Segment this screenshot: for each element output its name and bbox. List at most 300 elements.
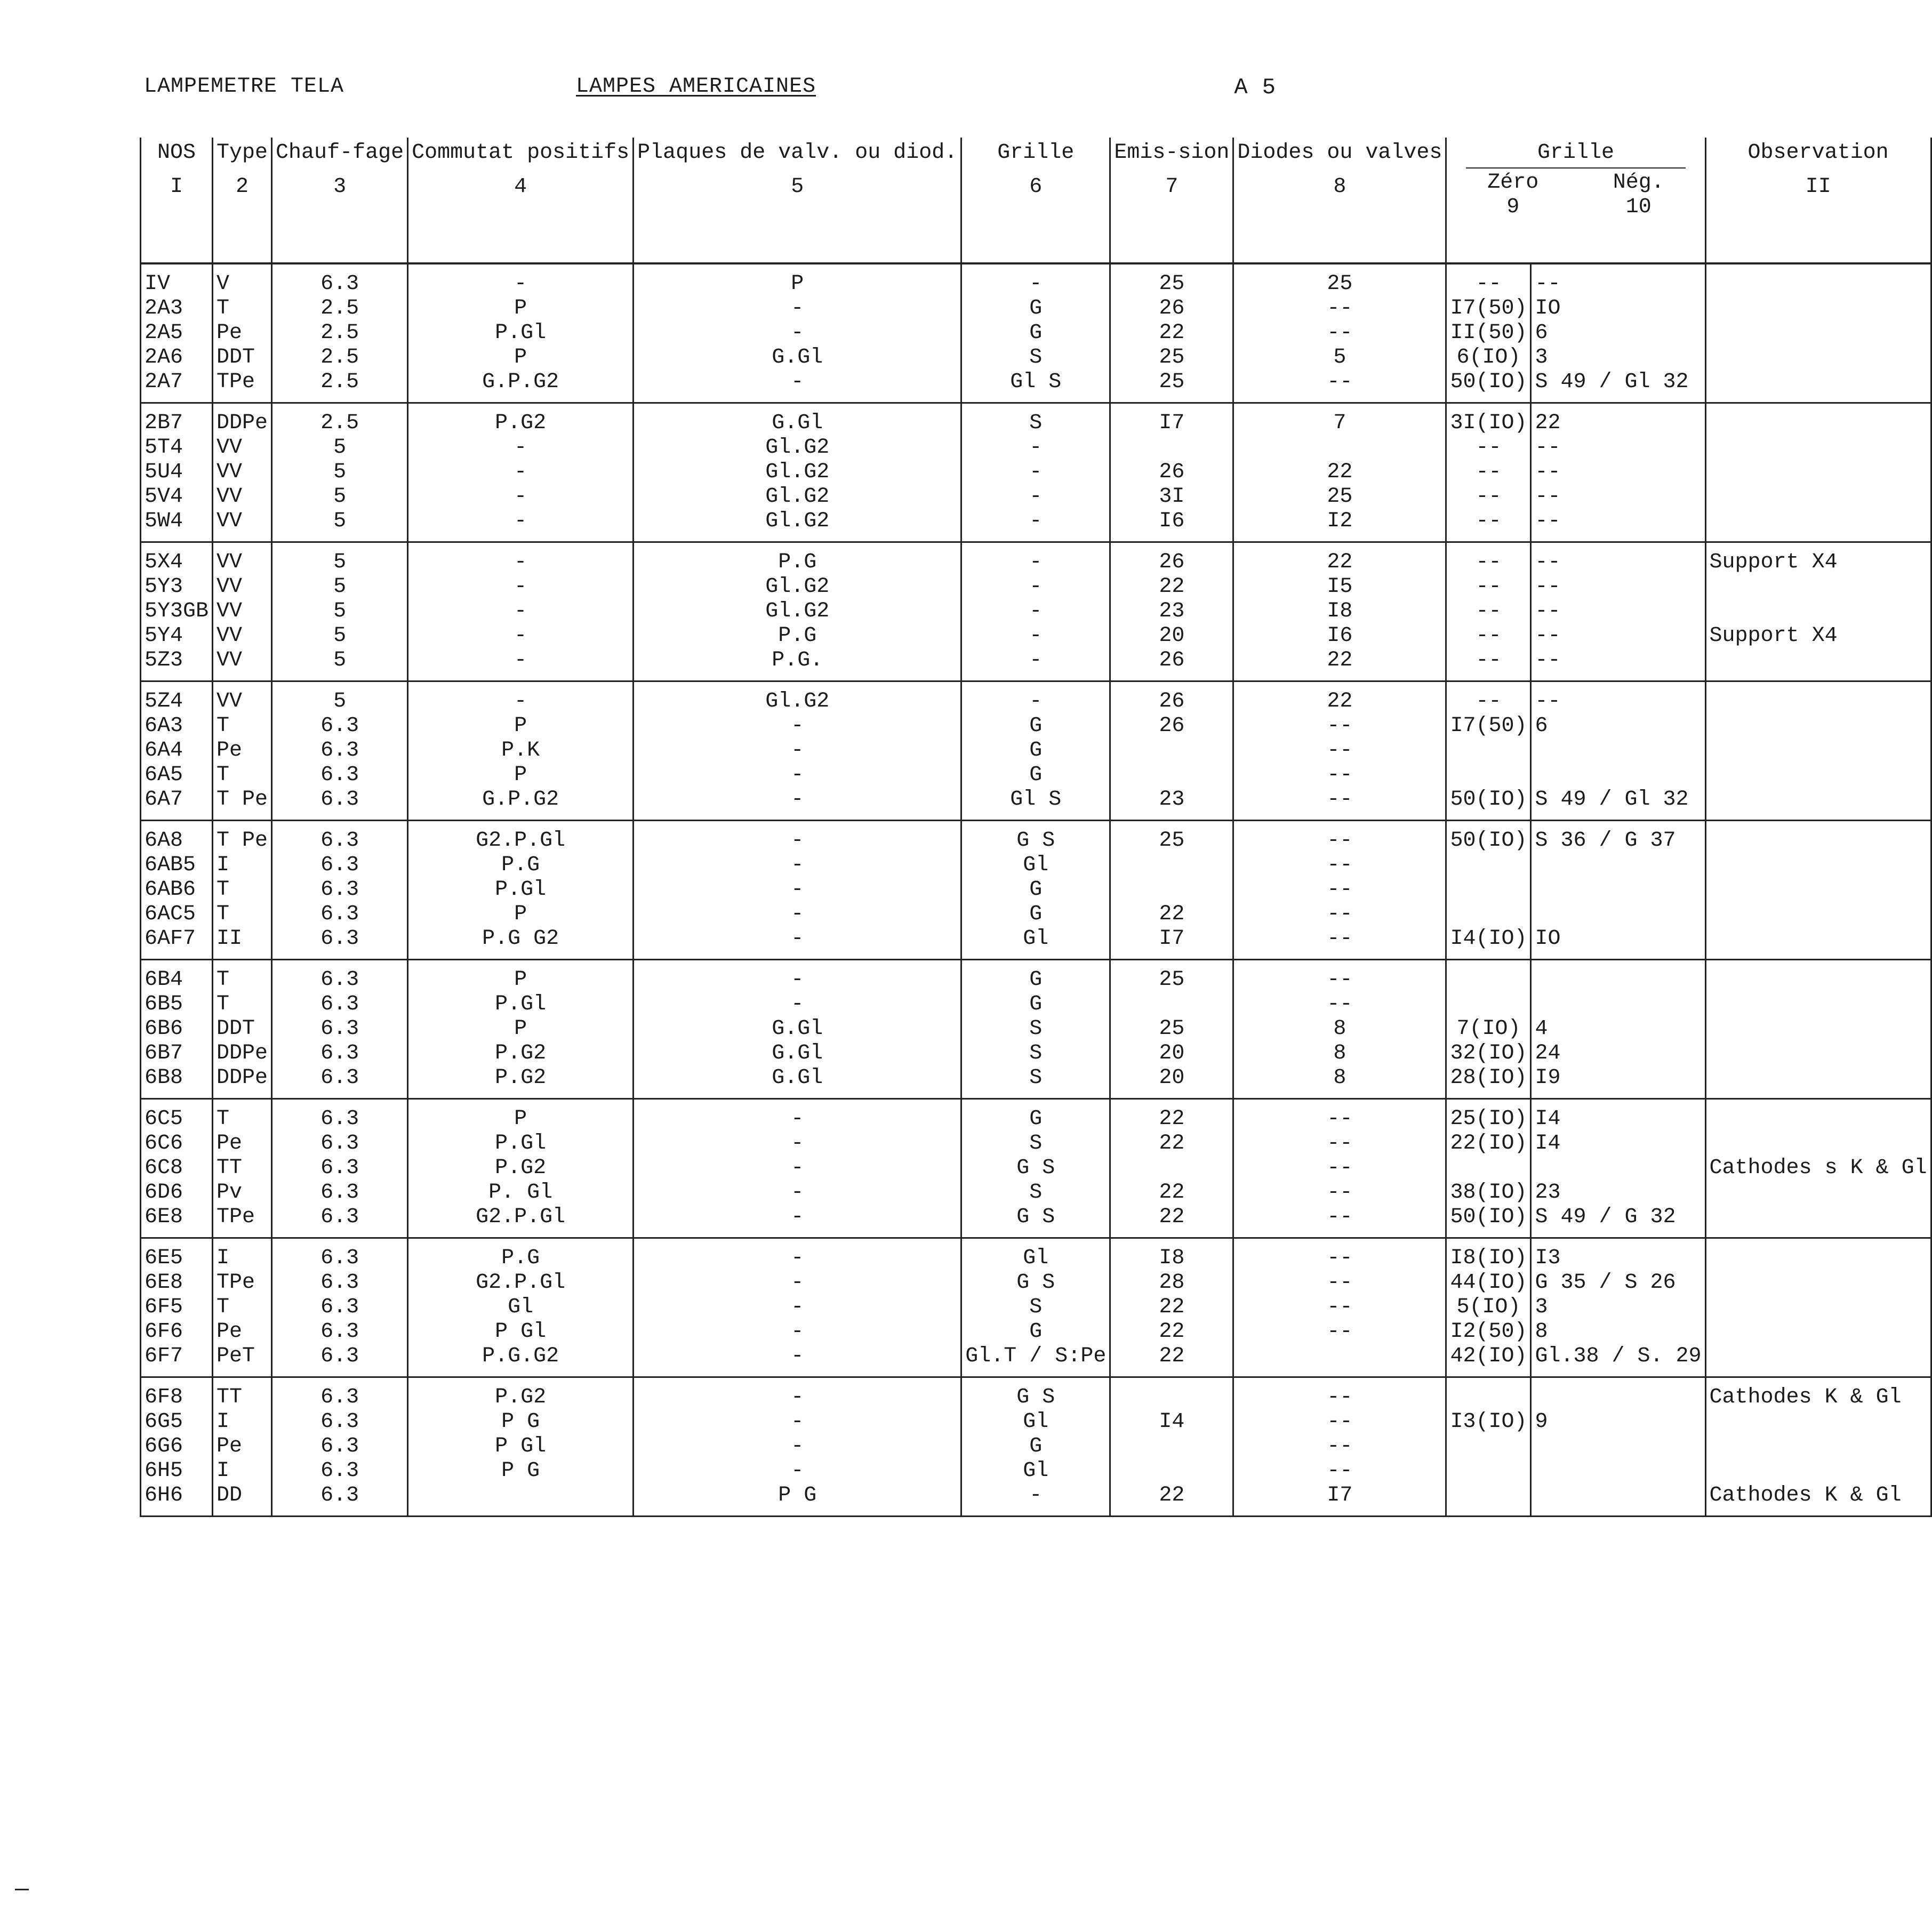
grille-zero: -- xyxy=(1476,624,1502,648)
grille-zero: 5(IO) xyxy=(1456,1295,1521,1319)
grid: G xyxy=(1029,968,1043,992)
tube-type-cell xyxy=(213,542,272,681)
grille-zero: 25(IO) xyxy=(1450,1107,1527,1131)
switches: - xyxy=(514,272,527,296)
tube-type: VV xyxy=(217,436,243,460)
grid-cell xyxy=(961,542,1110,681)
heating-voltage: 2.5 xyxy=(320,321,359,345)
plates: Gl.G2 xyxy=(765,689,830,713)
observation: Cathodes K & Gl xyxy=(1709,1483,1902,1507)
grille-negative: S 49 / Gl 32 xyxy=(1535,370,1689,394)
observation xyxy=(1710,1295,1927,1320)
grille-zero: 6(IO) xyxy=(1456,346,1521,370)
observation xyxy=(1710,1459,1927,1483)
switches: - xyxy=(514,550,527,574)
tube-number: 6B8 xyxy=(145,1066,183,1090)
grille-negative: -- xyxy=(1535,624,1561,648)
page-title: LAMPES AMERICAINES xyxy=(576,75,816,99)
heating-voltage: 6.3 xyxy=(320,1041,359,1065)
tube-number: 6AB6 xyxy=(145,878,196,902)
grid: G S xyxy=(1016,1156,1055,1180)
emission: I4 xyxy=(1159,1410,1185,1434)
heating-voltage: 6.3 xyxy=(320,902,359,926)
tube-type: T xyxy=(217,878,230,902)
emission-cell xyxy=(1110,542,1233,681)
grille-negative: 23 xyxy=(1535,1181,1561,1205)
grille-negative: -- xyxy=(1535,550,1561,574)
heating-voltage: 2.5 xyxy=(320,411,359,435)
plates: G.Gl xyxy=(772,411,823,435)
grille-negative xyxy=(1535,1385,1701,1410)
grid: - xyxy=(1029,485,1043,509)
grille-zero xyxy=(1450,968,1527,992)
plates: P.G xyxy=(778,550,817,574)
grille-negative: I4 xyxy=(1535,1107,1561,1131)
tube-type: II xyxy=(217,927,243,951)
observation xyxy=(1710,1410,1927,1434)
plates: - xyxy=(791,968,804,992)
switches: P.G.G2 xyxy=(482,1344,559,1368)
plates-cell xyxy=(634,681,961,821)
plates: - xyxy=(791,1205,804,1229)
grille-negative: -- xyxy=(1535,509,1561,533)
tube-number-cell xyxy=(141,821,213,960)
grid: G xyxy=(1029,1320,1043,1344)
tube-number: 6A8 xyxy=(145,829,183,853)
switches: P.G2 xyxy=(495,1156,547,1180)
emission-cell xyxy=(1110,1377,1233,1517)
plates: Gl.G2 xyxy=(765,509,830,533)
emission: 25 xyxy=(1159,1017,1185,1041)
grid: S xyxy=(1029,411,1043,435)
grille-zero-cell xyxy=(1446,1238,1531,1377)
diodes: -- xyxy=(1327,1271,1353,1295)
col-header-zero: Zéro 9 xyxy=(1487,171,1539,219)
grid: S xyxy=(1029,1295,1043,1319)
grid: - xyxy=(1029,624,1043,648)
grille-zero-cell xyxy=(1446,681,1531,821)
heating-voltage: 6.3 xyxy=(320,1459,359,1483)
heating-voltage: 6.3 xyxy=(320,1344,359,1368)
plates: P.G xyxy=(778,624,817,648)
diodes: 22 xyxy=(1327,460,1353,484)
plates: - xyxy=(791,1107,804,1131)
switches: - xyxy=(514,575,527,599)
grid: G xyxy=(1029,763,1043,787)
grille-zero: -- xyxy=(1476,575,1502,599)
observation xyxy=(1710,1041,1927,1066)
observation xyxy=(1710,1320,1927,1344)
grille-zero-cell xyxy=(1446,1099,1531,1238)
diodes-cell xyxy=(1233,1099,1446,1238)
grille-negative xyxy=(1535,1459,1701,1483)
emission: 22 xyxy=(1159,1132,1185,1156)
tube-number: 6AC5 xyxy=(145,902,196,926)
grille-zero: -- xyxy=(1476,460,1502,484)
plates: - xyxy=(791,878,804,902)
observation xyxy=(1710,689,1927,714)
grille-negative xyxy=(1535,1156,1701,1181)
tube-number: 6E8 xyxy=(145,1271,183,1295)
grille-negative: -- xyxy=(1535,599,1561,623)
heating-voltage: 6.3 xyxy=(320,714,359,738)
emission: 20 xyxy=(1159,1066,1185,1090)
emission: 22 xyxy=(1159,575,1185,599)
plates: Gl.G2 xyxy=(765,436,830,460)
grille-zero: 50(IO) xyxy=(1450,829,1527,853)
tube-number-cell xyxy=(141,1377,213,1517)
observation xyxy=(1710,346,1927,370)
grille-zero-cell xyxy=(1446,1377,1531,1517)
tube-number: 6AF7 xyxy=(145,927,196,951)
grille-zero: 3I(IO) xyxy=(1450,411,1527,435)
diodes: -- xyxy=(1327,1246,1353,1270)
tube-type-cell xyxy=(213,821,272,960)
observation-cell xyxy=(1705,1377,1931,1517)
grille-zero: -- xyxy=(1476,689,1502,713)
heating-voltage-cell xyxy=(272,960,408,1099)
grille-zero: 50(IO) xyxy=(1450,1205,1527,1229)
grille-negative xyxy=(1535,878,1701,902)
tube-type: I xyxy=(217,1410,230,1434)
heating-voltage: 5 xyxy=(333,575,347,599)
grille-negative xyxy=(1535,902,1701,927)
switches: P.Gl xyxy=(495,992,547,1016)
emission: 22 xyxy=(1159,1295,1185,1319)
tube-number: 6B6 xyxy=(145,1017,183,1041)
grille-zero xyxy=(1450,1434,1527,1459)
observation xyxy=(1710,968,1927,992)
switches: - xyxy=(514,624,527,648)
table-group xyxy=(141,681,1931,821)
switches: P.Gl xyxy=(495,321,547,345)
switches: - xyxy=(514,460,527,484)
grille-negative-cell xyxy=(1531,1238,1705,1377)
tube-type: PeT xyxy=(217,1344,255,1368)
switches: G2.P.Gl xyxy=(476,1271,566,1295)
switches xyxy=(412,1483,629,1508)
grille-negative: 3 xyxy=(1535,1295,1548,1319)
heating-voltage: 5 xyxy=(333,648,347,672)
tube-type: V xyxy=(217,272,230,296)
heating-voltage: 6.3 xyxy=(320,927,359,951)
heating-voltage: 6.3 xyxy=(320,1385,359,1409)
tube-type: VV xyxy=(217,509,243,533)
grid: Gl S xyxy=(1010,788,1062,812)
diodes: -- xyxy=(1327,829,1353,853)
tube-type: VV xyxy=(217,689,243,713)
grille-negative: 6 xyxy=(1535,714,1548,738)
heating-voltage: 5 xyxy=(333,624,347,648)
switches-cell xyxy=(408,542,634,681)
grille-negative: S 36 / G 37 xyxy=(1535,829,1676,853)
grid-cell xyxy=(961,263,1110,403)
col-header-diodes: Diodes ou valves 8 xyxy=(1233,138,1446,263)
diodes: -- xyxy=(1327,1385,1353,1409)
switches: - xyxy=(514,436,527,460)
observation xyxy=(1710,1107,1927,1132)
tube-number: 6C8 xyxy=(145,1156,183,1180)
tube-number: 5Y4 xyxy=(145,624,183,648)
grille-zero: 22(IO) xyxy=(1450,1132,1527,1156)
grille-negative: 6 xyxy=(1535,321,1548,345)
switches: P.G2 xyxy=(495,1066,547,1090)
plates: P G xyxy=(778,1483,817,1507)
grille-negative: 4 xyxy=(1535,1017,1548,1041)
observation xyxy=(1710,902,1927,927)
tube-type-cell xyxy=(213,1238,272,1377)
emission: 25 xyxy=(1159,272,1185,296)
heating-voltage-cell xyxy=(272,263,408,403)
observation xyxy=(1710,1434,1927,1459)
plates: - xyxy=(791,992,804,1016)
heating-voltage: 2.5 xyxy=(320,296,359,320)
grid: G S xyxy=(1016,829,1055,853)
plates-cell xyxy=(634,960,961,1099)
diodes: -- xyxy=(1327,788,1353,812)
table-group xyxy=(141,821,1931,960)
diodes: -- xyxy=(1327,878,1353,902)
plates: - xyxy=(791,788,804,812)
grid: G xyxy=(1029,1107,1043,1131)
diodes: -- xyxy=(1327,1181,1353,1205)
diodes: 5 xyxy=(1333,346,1346,370)
grille-negative-cell xyxy=(1531,1377,1705,1517)
grille-zero: 28(IO) xyxy=(1450,1066,1527,1090)
switches: G2.P.Gl xyxy=(476,1205,566,1229)
grille-negative: 22 xyxy=(1535,411,1561,435)
emission: 26 xyxy=(1159,296,1185,320)
grid: S xyxy=(1029,1181,1043,1205)
grille-negative xyxy=(1535,1434,1701,1459)
grille-zero xyxy=(1450,902,1527,927)
grid: Gl xyxy=(1023,853,1049,877)
observation: Cathodes s K & Gl xyxy=(1709,1156,1927,1180)
diodes: -- xyxy=(1327,763,1353,787)
observation xyxy=(1710,436,1927,460)
switches: P xyxy=(514,763,527,787)
tube-type: DDT xyxy=(217,346,255,370)
emission: 25 xyxy=(1159,370,1185,394)
observation xyxy=(1710,1132,1927,1156)
grid: - xyxy=(1029,460,1043,484)
tube-number: 6B7 xyxy=(145,1041,183,1065)
emission: I7 xyxy=(1159,927,1185,951)
plates-cell xyxy=(634,542,961,681)
tube-number: 5U4 xyxy=(145,460,183,484)
tube-type-cell xyxy=(213,681,272,821)
diodes: -- xyxy=(1327,1156,1353,1180)
emission: 26 xyxy=(1159,689,1185,713)
grille-zero: 32(IO) xyxy=(1450,1041,1527,1065)
diodes: -- xyxy=(1327,321,1353,345)
emission: 28 xyxy=(1159,1271,1185,1295)
tube-type: TT xyxy=(217,1385,243,1409)
emission xyxy=(1114,1459,1229,1483)
plates: - xyxy=(791,853,804,877)
switches: P xyxy=(514,714,527,738)
tube-type: T Pe xyxy=(217,788,268,812)
grid-cell xyxy=(961,681,1110,821)
col-header-grille-group: Grille Zéro 9 Nég. 10 xyxy=(1446,138,1705,263)
emission-cell xyxy=(1110,1099,1233,1238)
observation xyxy=(1710,739,1927,763)
tube-number: 5V4 xyxy=(145,485,183,509)
grille-negative: G 35 / S 26 xyxy=(1535,1271,1676,1295)
tube-type: T xyxy=(217,296,230,320)
diodes: -- xyxy=(1327,1459,1353,1483)
tube-number: 6G5 xyxy=(145,1410,183,1434)
grid: S xyxy=(1029,1066,1043,1090)
switches: P.Gl xyxy=(495,878,547,902)
observation xyxy=(1710,272,1927,296)
observation: Support X4 xyxy=(1709,550,1838,574)
grid: Gl xyxy=(1023,1246,1049,1270)
heating-voltage: 6.3 xyxy=(320,1271,359,1295)
switches-cell xyxy=(408,263,634,403)
emission: 3I xyxy=(1159,485,1185,509)
tube-number: IV xyxy=(145,272,171,296)
plates: - xyxy=(791,1344,804,1368)
col-header-negative: Nég. 10 xyxy=(1613,171,1664,219)
tube-number: 6A3 xyxy=(145,714,183,738)
tube-number-cell xyxy=(141,681,213,821)
plates: - xyxy=(791,763,804,787)
observation xyxy=(1710,1181,1927,1205)
switches: P.G2 xyxy=(495,1385,547,1409)
grille-zero: -- xyxy=(1476,272,1502,296)
observation xyxy=(1710,788,1927,812)
emission xyxy=(1114,1385,1229,1410)
observation: Cathodes K & Gl xyxy=(1709,1385,1902,1409)
diodes: -- xyxy=(1327,296,1353,320)
grille-negative: 8 xyxy=(1535,1320,1548,1344)
grille-zero: II(50) xyxy=(1450,321,1527,345)
diodes: -- xyxy=(1327,1205,1353,1229)
tube-number: 5Z4 xyxy=(145,689,183,713)
emission: 26 xyxy=(1159,714,1185,738)
grille-negative: 24 xyxy=(1535,1041,1561,1065)
plates: G.Gl xyxy=(772,1066,823,1090)
heating-voltage: 6.3 xyxy=(320,1320,359,1344)
observation xyxy=(1710,853,1927,878)
observation xyxy=(1710,829,1927,853)
grille-zero: I3(IO) xyxy=(1450,1410,1527,1434)
grille-negative: -- xyxy=(1535,460,1561,484)
observation-cell xyxy=(1705,542,1931,681)
emission xyxy=(1114,763,1229,788)
observation-cell xyxy=(1705,960,1931,1099)
grid: G S xyxy=(1016,1205,1055,1229)
tube-number: 6F6 xyxy=(145,1320,183,1344)
grille-zero: 38(IO) xyxy=(1450,1181,1527,1205)
heating-voltage: 5 xyxy=(333,689,347,713)
grille-negative xyxy=(1535,739,1701,763)
grille-zero: 44(IO) xyxy=(1450,1271,1527,1295)
tube-type: VV xyxy=(217,550,243,574)
observation-cell xyxy=(1705,403,1931,542)
tube-type: TT xyxy=(217,1156,243,1180)
switches: P xyxy=(514,1107,527,1131)
tube-type: DDPe xyxy=(217,1066,268,1090)
observation xyxy=(1710,1271,1927,1295)
switches: P xyxy=(514,902,527,926)
switches: P. Gl xyxy=(488,1181,553,1205)
heating-voltage: 5 xyxy=(333,550,347,574)
observation xyxy=(1710,878,1927,902)
grid: Gl xyxy=(1023,927,1049,951)
diodes: -- xyxy=(1327,1320,1353,1344)
heating-voltage: 6.3 xyxy=(320,968,359,992)
switches: P.G xyxy=(501,853,540,877)
observation xyxy=(1710,763,1927,788)
diodes: 22 xyxy=(1327,648,1353,672)
grille-negative: -- xyxy=(1535,689,1561,713)
diodes: I5 xyxy=(1327,575,1353,599)
emission: 26 xyxy=(1159,550,1185,574)
grille-zero: -- xyxy=(1476,509,1502,533)
plates: - xyxy=(791,296,804,320)
emission xyxy=(1114,436,1229,460)
switches: G2.P.Gl xyxy=(476,829,566,853)
grille-zero: I8(IO) xyxy=(1450,1246,1527,1270)
switches: P Gl xyxy=(495,1434,547,1458)
heating-voltage: 5 xyxy=(333,485,347,509)
heating-voltage: 6.3 xyxy=(320,1246,359,1270)
tube-type: Pe xyxy=(217,1320,243,1344)
plates: - xyxy=(791,1385,804,1409)
diodes: 22 xyxy=(1327,689,1353,713)
diodes: -- xyxy=(1327,992,1353,1016)
switches: - xyxy=(514,689,527,713)
grille-zero xyxy=(1450,1385,1527,1410)
observation: Support X4 xyxy=(1709,624,1838,648)
col-header-emission: Emis-sion 7 xyxy=(1110,138,1233,263)
grid: G xyxy=(1029,321,1043,345)
grille-zero xyxy=(1450,1156,1527,1181)
emission: 22 xyxy=(1159,1320,1185,1344)
grid-cell xyxy=(961,1099,1110,1238)
grille-zero: I7(50) xyxy=(1450,714,1527,738)
grille-negative xyxy=(1535,1483,1701,1508)
tube-number: 2B7 xyxy=(145,411,183,435)
tube-number-cell xyxy=(141,960,213,1099)
emission-cell xyxy=(1110,960,1233,1099)
grille-negative: S 49 / Gl 32 xyxy=(1535,788,1689,812)
tube-number: 6E8 xyxy=(145,1205,183,1229)
tube-number: 6F8 xyxy=(145,1385,183,1409)
grille-zero-cell xyxy=(1446,263,1531,403)
emission xyxy=(1114,992,1229,1017)
plates: - xyxy=(791,902,804,926)
diodes: -- xyxy=(1327,739,1353,763)
heating-voltage-cell xyxy=(272,1099,408,1238)
table-group xyxy=(141,542,1931,681)
plates-cell xyxy=(634,403,961,542)
tube-type: T xyxy=(217,902,230,926)
tube-number: 6C6 xyxy=(145,1132,183,1156)
emission xyxy=(1114,853,1229,878)
emission: 23 xyxy=(1159,599,1185,623)
grille-negative: I3 xyxy=(1535,1246,1561,1270)
margin-mark xyxy=(15,1889,29,1890)
heating-voltage: 6.3 xyxy=(320,1156,359,1180)
col-header-heating: Chauf-fage 3 xyxy=(272,138,408,263)
tube-number-cell xyxy=(141,1099,213,1238)
grid-cell xyxy=(961,403,1110,542)
tube-number: 6A5 xyxy=(145,763,183,787)
grille-zero xyxy=(1450,1483,1527,1508)
